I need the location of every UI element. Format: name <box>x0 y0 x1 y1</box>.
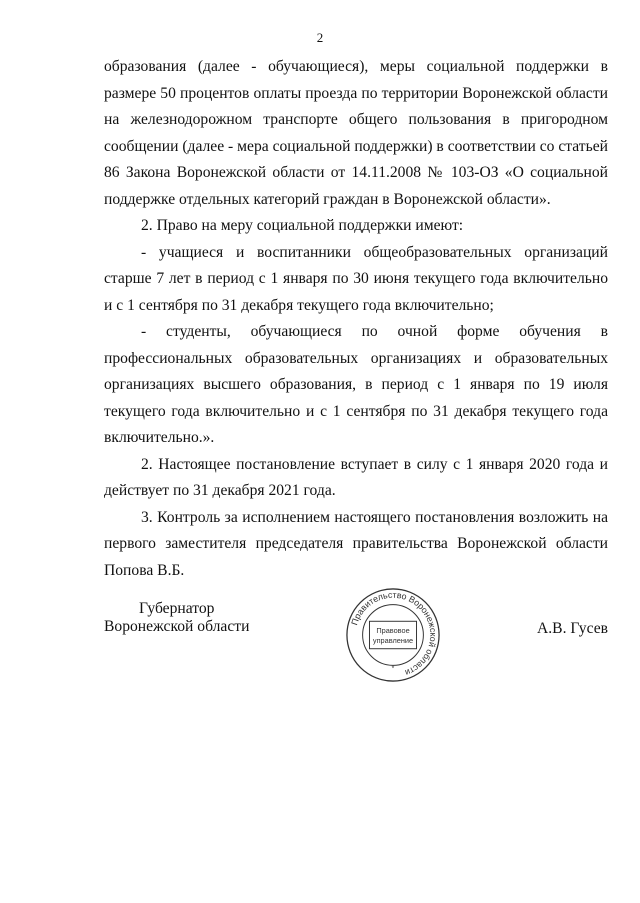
signatory-position <box>104 600 249 636</box>
stamp-inner-line2: управление <box>372 635 414 645</box>
signatory-position-line2: Воронежской области <box>104 618 250 635</box>
page-number: 2 <box>316 30 324 45</box>
official-stamp <box>344 586 442 684</box>
stamp-inner-line1: Правовое <box>376 626 410 636</box>
signature-block <box>104 589 608 680</box>
paragraph-item-2-heading: 2. Право на меру социальной поддержки имеют: <box>141 217 464 234</box>
stamp-outer-text: Правительство Воронежской области <box>349 589 439 678</box>
star-icon: * <box>391 665 395 673</box>
signatory-position-line1: Губернатор <box>138 600 215 617</box>
paragraph-continuation: образования (далее - обучающиеся), меры социальной поддержки в размере 50 процентов оплаты проезда по территории Воронежской области на железнодорожном транспорте общего пользования в пригородном сообщении (далее - мера социальной поддержки) в соответствии со статьей 86 Закона Воронежской области от 14.11.2008 № 103-ОЗ «О социальной поддержке отдельных категорий граждан в Воронежской области». <box>104 58 608 208</box>
paragraph-bullet-students: - студенты, обучающиеся по очной форме обучения в профессиональных образовательных организациях и образовательных организациях высшего образования, в период с 1 января по 19 июля текущего года включительно и с 1 сентября по 31 декабря текущего года включительно.». <box>104 323 608 446</box>
signatory-name: А.В. Гусев <box>537 620 608 637</box>
paragraph-effective-date: 2. Настоящее постановление вступает в силу с 1 января 2020 года и действует по 31 декабря 2021 года. <box>104 455 608 499</box>
paragraph-control: 3. Контроль за исполнением настоящего постановления возложить на первого заместителя председателя правительства Воронежской области Попова В.Б. <box>104 508 608 579</box>
document-body <box>104 54 608 584</box>
paragraph-bullet-pupils: - учащиеся и воспитанники общеобразовательных организаций старше 7 лет в период с 1 января по 30 июня текущего года включительно и с 1 сентября по 31 декабря текущего года включительно; <box>104 243 608 314</box>
